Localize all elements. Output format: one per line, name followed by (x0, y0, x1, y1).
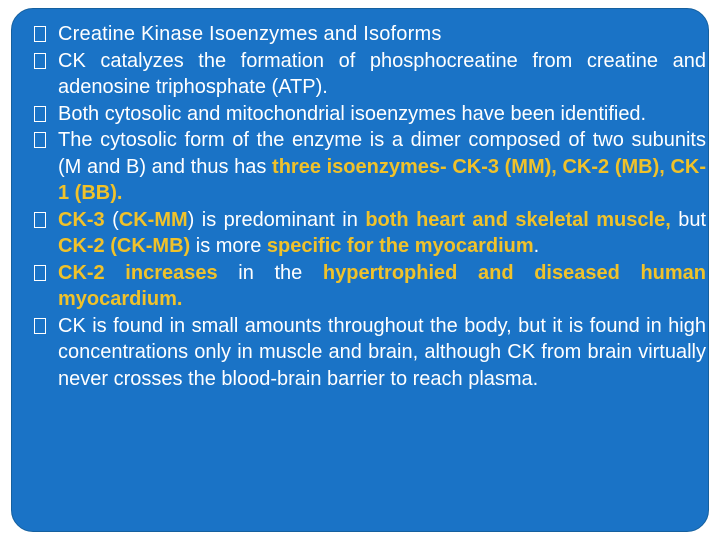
bullet-item-5 (34, 260, 706, 313)
bullet-text: in the (217, 261, 323, 284)
bullet-item-3 (34, 127, 706, 207)
bullet-item-6 (34, 313, 706, 393)
bullet-text: ) is predominant in (187, 208, 366, 231)
bullet-text: CK is found in small amounts throughout the body, but it is found in high concentrations only in muscle and brain, although CK from brain virtually never crosses the blood-brain barrier to reach plasma. (58, 314, 706, 390)
bullet-item-4 (34, 207, 706, 260)
bullet-box-icon (34, 260, 52, 287)
bullet-text: is more (190, 235, 267, 257)
slide-title (34, 21, 706, 48)
bullet-box-icon (34, 48, 52, 75)
isoenzyme-list: CK-3 (MM), CK-2 (MB), CK-1 (BB). (58, 155, 706, 204)
bullet-box-icon (34, 127, 52, 154)
bullet-box-icon (34, 313, 52, 340)
content-panel (11, 8, 709, 532)
title-text: Creatine Kinase Isoenzymes and Isoforms (58, 23, 442, 45)
bullet-item-2 (34, 101, 706, 128)
bullet-item-1 (34, 48, 706, 101)
bullet-box-icon (34, 207, 52, 234)
bullet-text: Both cytosolic and mitochondrial isoenzymes have been identified. (58, 102, 647, 125)
bold-term: CK-MM (118, 208, 188, 231)
highlight-text: hypertrophied and diseased human myocardium. (58, 261, 706, 310)
bold-term: CK-2 (CK-MB) (58, 235, 191, 257)
slide-content (34, 21, 706, 392)
highlight-text: three isoenzymes- (272, 155, 447, 178)
bullet-text: The cytosolic form of the enzyme is a dimer composed of two subunits (M and B) and thus has (58, 129, 706, 178)
bullet-text: CK catalyzes the formation of phosphocreatine from creatine and adenosine triphosphate (ATP). (58, 49, 706, 98)
bullet-text: . (533, 235, 540, 257)
bullet-text: but (670, 208, 707, 231)
bold-term: CK-2 increases (58, 261, 218, 284)
highlight-text: specific for the myocardium (266, 235, 534, 257)
highlight-text: both heart and skeletal muscle, (365, 208, 671, 231)
bullet-text: ( (104, 208, 119, 231)
bullet-box-icon (34, 101, 52, 128)
bold-term: CK-3 (58, 208, 105, 231)
bullet-box-icon (34, 21, 52, 48)
